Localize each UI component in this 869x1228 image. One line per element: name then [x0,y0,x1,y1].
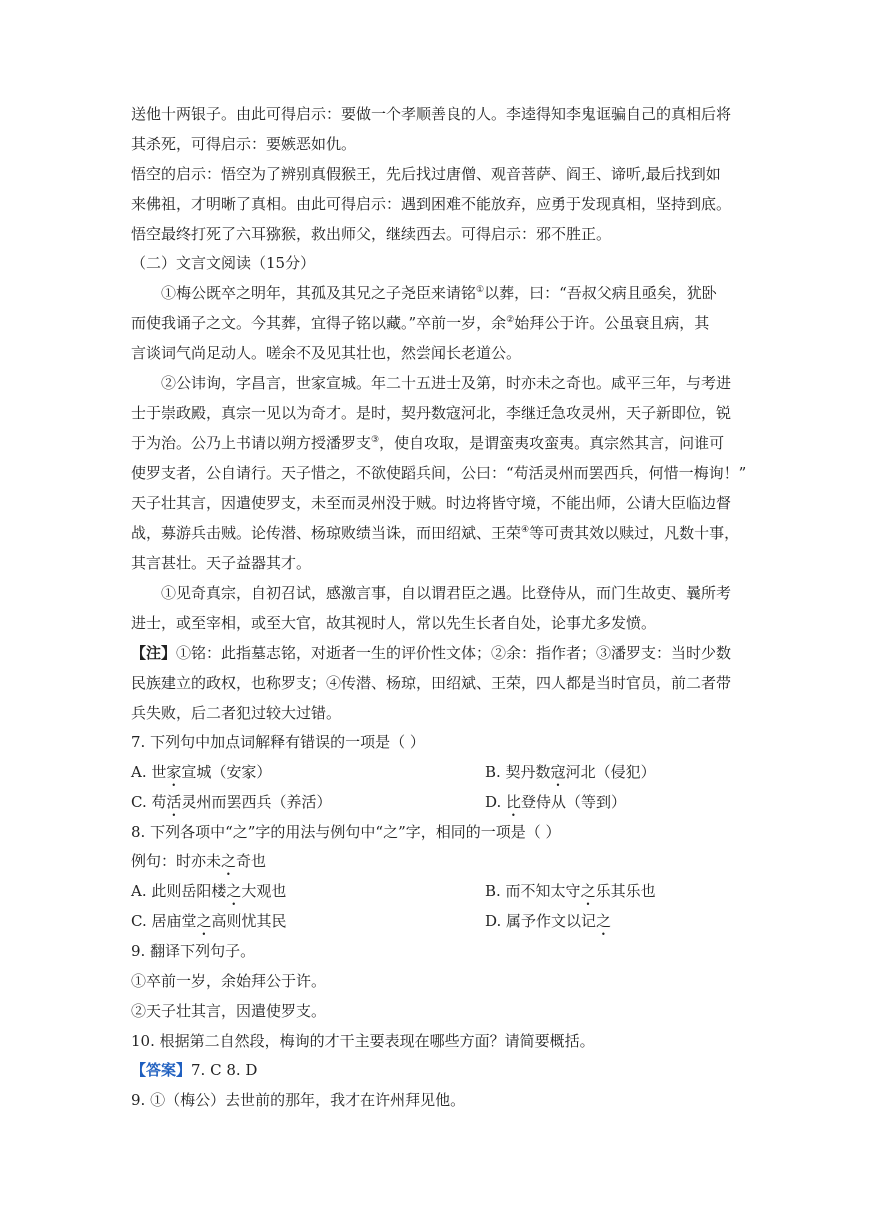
question-10-stem: 10. 根据第二自然段，梅询的才干主要表现在哪些方面？请简要概括。 [131,1032,595,1050]
note-line: 兵失败，后二者犯过较大过错。 [131,704,342,722]
passage-line: 士于崇政殿，真宗一见以为奇才。是时，契丹数寇河北，李继迁急攻灵州，天子新即位，锐 [131,404,732,422]
option-a: A. 此则岳阳楼之大观也 [131,882,287,900]
text-line: 其杀死，可得启示：要嫉恶如仇。 [131,135,357,153]
passage-line: ①梅公既卒之明年，其孤及其兄之子尧臣来请铭①以葬，曰：“吾叔父病且亟矣，犹卧 [161,284,717,302]
dotted-char: 活 [166,793,182,811]
text-line: 悟空的启示：悟空为了辨别真假猴王，先后找过唐僧、观音菩萨、阎王、谛听,最后找到如 [131,165,721,183]
footnote-marker: ② [506,315,515,325]
passage-line: ②公讳询，字昌言，世家宣城。年二十五进士及第，时亦未之奇也。咸平三年，与考进 [161,374,732,392]
passage-line: 其言甚壮。天子益器其才。 [131,554,312,572]
dotted-char: 之 [226,882,242,900]
passage-line: 天子壮其言，因遣使罗支，未至而灵州没于贼。时边将皆守境，不能出师，公请大臣临边督 [131,494,732,512]
answer-line: 【答案】7. C 8. D [131,1061,258,1079]
dotted-char: 寇 [550,763,566,781]
dotted-char: 比 [506,793,522,811]
passage-line: 言谈词气尚足动人。嗟余不及见其壮也，然尝闻长老道公。 [131,344,522,362]
option-c: C. 居庙堂之高则忧其民 [131,912,287,930]
dotted-char: 之 [196,912,212,930]
option-d: D. 比登侍从（等到） [485,793,627,811]
passage-line: 于为治。公乃上书请以朔方授潘罗支③，使自攻取，是谓蛮夷攻蛮夷。真宗然其言，问谁可 [131,434,725,452]
option-a: A. 世家宣城（安家） [131,763,272,781]
text-line: 悟空最终打死了六耳猕猴，救出师父，继续西去。可得启示：邪不胜正。 [131,225,612,243]
question-8-stem: 8. 下列各项中“之”字的用法与例句中“之”字，相同的一项是（ ） [131,823,561,841]
footnote-marker: ① [476,285,485,295]
dotted-char: 之 [580,882,596,900]
footnote-marker: ④ [521,525,530,535]
section-title: （二）文言文阅读（15分） [131,254,316,272]
option-b: B. 而不知太守之乐其乐也 [485,882,656,900]
option-c: C. 苟活灵州而罢西兵（养活） [131,793,332,811]
dotted-char: 家 [166,763,182,781]
dotted-char: 之 [596,912,612,930]
question-9-stem: 9. 翻译下列句子。 [131,942,256,960]
text-line: 送他十两银子。由此可得启示：要做一个孝顺善良的人。李逵得知李鬼诓骗自己的真相后将 [131,105,732,123]
option-d: D. 属予作文以记之 [485,912,612,930]
note-line: 民族建立的政权，也称罗支；④传潜、杨琼，田绍斌、王荣，四人都是当时官员，前二者带 [131,674,732,692]
note-tag: 【注】 [131,644,177,662]
dotted-char: 之 [221,852,237,870]
passage-line: ①见奇真宗，自初召试，感激言事，自以谓君臣之遇。比登侍从，而门生故吏、曩所考 [161,584,732,602]
passage-line: 而使我诵子之文。今其葬，宜得子铭以藏。”卒前一岁，余②始拜公于许。公虽衰且病，其 [131,314,710,332]
example-sentence: 例句：时亦未之奇也 [131,852,267,870]
passage-line: 使罗支者，公自请行。天子惜之，不欲使蹈兵间，公曰：“苟活灵州而罢西兵，何惜一梅询！” [131,464,747,482]
option-b: B. 契丹数寇河北（侵犯） [485,763,656,781]
sentence-1: ①卒前一岁，余始拜公于许。 [131,972,327,990]
sentence-2: ②天子壮其言，因遣使罗支。 [131,1002,327,1020]
question-7-stem: 7. 下列句中加点词解释有错误的一项是（ ） [131,733,425,751]
answer-tag: 【答案】 [131,1061,192,1079]
note-line: 【注】①铭：此指墓志铭，对逝者一生的评价性文体；②余：指作者；③潘罗支：当时少数 [131,644,732,662]
text-line: 来佛祖，才明晰了真相。由此可得启示：遇到困难不能放弃，应勇于发现真相，坚持到底。 [131,195,732,213]
passage-line: 进士，或至宰相，或至大官，故其视时人，常以先生长者自处，论事尤多发愤。 [131,614,657,632]
footnote-marker: ③ [371,435,380,445]
passage-line: 战，募游兵击贼。论传潜、杨琼败绩当诛，而田绍斌、王荣④等可责其效以赎过，凡数十事， [131,524,740,542]
answer-line: 9. ①（梅公）去世前的那年，我才在许州拜见他。 [131,1091,466,1109]
